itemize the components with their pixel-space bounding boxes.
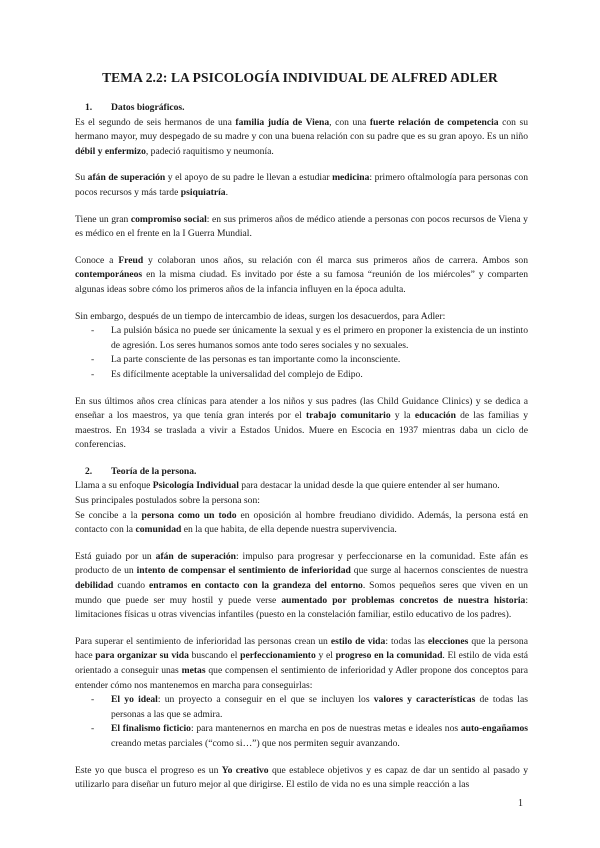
list-item: - La parte consciente de las personas es tan importante como la inconsciente. xyxy=(75,353,528,368)
text: Para superar el sentimiento de inferioridad las personas crean un xyxy=(75,635,331,647)
bold-text: aumentado por problemas concretos de nuestra historia xyxy=(281,594,526,606)
bold-text: compromiso social xyxy=(130,213,207,225)
text: Se concibe a la xyxy=(75,509,142,521)
paragraph xyxy=(75,550,528,623)
text: de las familias y maestros. En 1934 se traslada a vivir a Estados Unidos. Muere en Escocia en 1937 mientras daba un ciclo de conferencias. xyxy=(75,410,528,451)
bold-text: intento de compensar el sentimiento de inferioridad xyxy=(136,565,351,577)
bold-text: El finalismo ficticio xyxy=(111,723,191,735)
bold-text: comunidad xyxy=(135,524,182,536)
bold-text: metas xyxy=(181,665,206,676)
text: en oposición al hombre freudiano dividido. Además, la persona está en contacto con la xyxy=(75,509,528,536)
section-number: 2. xyxy=(85,465,93,477)
paragraph xyxy=(75,116,528,160)
bold-text: para organizar su vida xyxy=(95,650,189,662)
text: con su hermano mayor, muy despegado de su madre y con una buena relación con su padre que es su gran apoyo. Es un niño xyxy=(75,116,528,143)
bold-text: perfeccionamiento xyxy=(240,650,316,662)
bold-text: Freud xyxy=(118,254,144,266)
paragraph: Sin embargo, después de un tiempo de intercambio de ideas, surgen los desacuerdos, para Adler: xyxy=(75,310,446,322)
text: buscando el xyxy=(188,650,241,662)
text: : todas las xyxy=(385,635,428,647)
text: creando metas parciales (“como si…”) que nos permiten seguir avanzando. xyxy=(111,737,400,749)
list-item xyxy=(75,722,528,751)
text: : limitaciones físicas u otras vivencias infantiles (puesto en la constelación familiar, estilo educativo de los padres). xyxy=(75,594,528,621)
text: , padeció raquitismo y neumonía. xyxy=(145,145,274,157)
bold-text: estilo de vida xyxy=(330,635,386,647)
text: Está guiado por un xyxy=(75,550,156,562)
list-item: - Es difícilmente aceptable la universalidad del complejo de Edipo. xyxy=(75,368,528,383)
bold-text: auto-engañamos xyxy=(460,723,528,735)
text: y el apoyo de su padre le llevan a estudiar xyxy=(165,172,333,184)
bold-text: persona como un todo xyxy=(141,509,237,521)
list-item: - La pulsión básica no puede ser únicamente la sexual y es el primero en proponer la existencia de un instinto de agresión. Los seres humanos somos ante todo seres sociales y no sexuales. xyxy=(75,324,528,353)
paragraph xyxy=(75,254,528,298)
text: Llama a su enfoque xyxy=(75,480,153,492)
disagreements-list xyxy=(75,324,528,382)
bold-text: trabajo comunitario xyxy=(305,410,391,422)
paragraph xyxy=(75,635,528,693)
text: y el xyxy=(315,650,336,662)
bold-text: Psicología Individual xyxy=(152,480,239,492)
text: . xyxy=(225,186,228,198)
bold-text: familia judía de Viena xyxy=(235,116,330,128)
text: : un proyecto a conseguir en el que se incluyen los xyxy=(157,694,374,706)
bold-text: afán de superación xyxy=(87,172,166,184)
text: en la misma ciudad. Es invitado por éste a su famosa “reunión de los miércoles” y comparten algunas ideas sobre cómo los primeros años de la infancia influyen en la época adulta. xyxy=(75,269,528,295)
text: Conoce a xyxy=(75,254,119,266)
paragraph xyxy=(75,509,528,538)
section-heading-theory xyxy=(75,465,528,480)
bold-text: debilidad xyxy=(75,580,114,592)
bold-text: contemporáneos xyxy=(75,269,143,281)
text: Es el segundo de seis hermanos de una xyxy=(75,116,236,128)
bold-text: psiquiatría xyxy=(180,186,226,198)
bold-text: medicina xyxy=(332,172,370,184)
text: Este yo que busca el progreso es un xyxy=(75,764,222,776)
text: y colaboran unos años, su relación con él marca sus primeros años de carrera. Ambos son xyxy=(143,254,528,266)
text: . El estilo de vida está orientado a conseguir unas xyxy=(75,650,528,676)
paragraph xyxy=(75,395,528,453)
list-item xyxy=(75,693,528,722)
paragraph xyxy=(75,171,528,200)
paragraph xyxy=(75,213,528,242)
bold-text: afán de superación xyxy=(155,550,236,562)
bold-text: Yo creativo xyxy=(221,764,269,776)
text: de todas las personas a las que se admira. xyxy=(111,694,528,720)
text: En sus últimos años crea clínicas para atender a los niños y sus padres (las Child Guidance Clinics) y se dedica a enseñar a los maestros, ya que tenía gran interés por el xyxy=(75,395,528,422)
text: Su xyxy=(75,172,88,184)
text: Tiene un gran xyxy=(75,213,131,225)
text: : en sus primeros años de médico atiende a personas con pocos recursos de Viena y es médico en el frente en la I Guerra Mundial. xyxy=(75,213,528,240)
page-number: 1 xyxy=(518,798,523,809)
text: para destacar la unidad desde la que quiere entender al ser humano. xyxy=(238,480,500,492)
text: que la persona hace xyxy=(75,635,528,662)
text: : primero oftalmología para personas con pocos recursos y más tarde xyxy=(75,172,528,198)
text: y la xyxy=(390,410,415,422)
bold-text: educación xyxy=(414,410,456,422)
text: que compensen el sentimiento de inferioridad y Adler propone dos conceptos para entender cómo nos mantenemos en marcha para conseguirlas: xyxy=(75,665,528,691)
bold-text: progreso en la comunidad xyxy=(335,650,443,662)
bold-text: entramos en contacto con la grandeza del entorno xyxy=(148,580,363,592)
text: , con una xyxy=(329,116,370,128)
bold-text: elecciones xyxy=(427,635,469,647)
section-number: 1. xyxy=(85,102,93,113)
text: cuando xyxy=(113,580,149,592)
bold-text: fuerte relación de competencia xyxy=(369,116,499,128)
document-body xyxy=(75,101,528,793)
text: en la que habita, de ella depende nuestra supervivencia. xyxy=(181,524,397,536)
section-heading-biography xyxy=(75,101,528,116)
bold-text: El yo ideal xyxy=(111,694,158,706)
paragraph xyxy=(75,764,528,793)
bold-text: valores y características xyxy=(373,694,476,706)
text: que establece objetivos y es capaz de dar un sentido al pasado y utilizarlo para diseñar un futuro mejor al que dirigirse. El estilo de vida no es una simple reacción a las xyxy=(75,764,528,791)
section-title: Teoría de la persona. xyxy=(111,465,197,477)
text: : impulso para progresar y perfeccionarse en la comunidad. Este afán es producto de un xyxy=(75,550,528,577)
text: . Somos pequeños seres que viven en un mundo que puede ser muy hostil y puede verse xyxy=(75,580,528,606)
text: : para mantenernos en marcha en pos de nuestras metas e ideales nos xyxy=(190,723,461,735)
concepts-list xyxy=(75,693,528,751)
section-title: Datos biográficos. xyxy=(111,102,185,113)
paragraph xyxy=(75,479,528,494)
bold-text: débil y enfermizo xyxy=(75,145,146,157)
text: que surge al hacernos conscientes de nuestra xyxy=(350,565,528,577)
document-title: TEMA 2.2: LA PSICOLOGÍA INDIVIDUAL DE ALFRED ADLER xyxy=(102,70,498,85)
paragraph: Sus principales postulados sobre la persona son: xyxy=(75,495,260,507)
